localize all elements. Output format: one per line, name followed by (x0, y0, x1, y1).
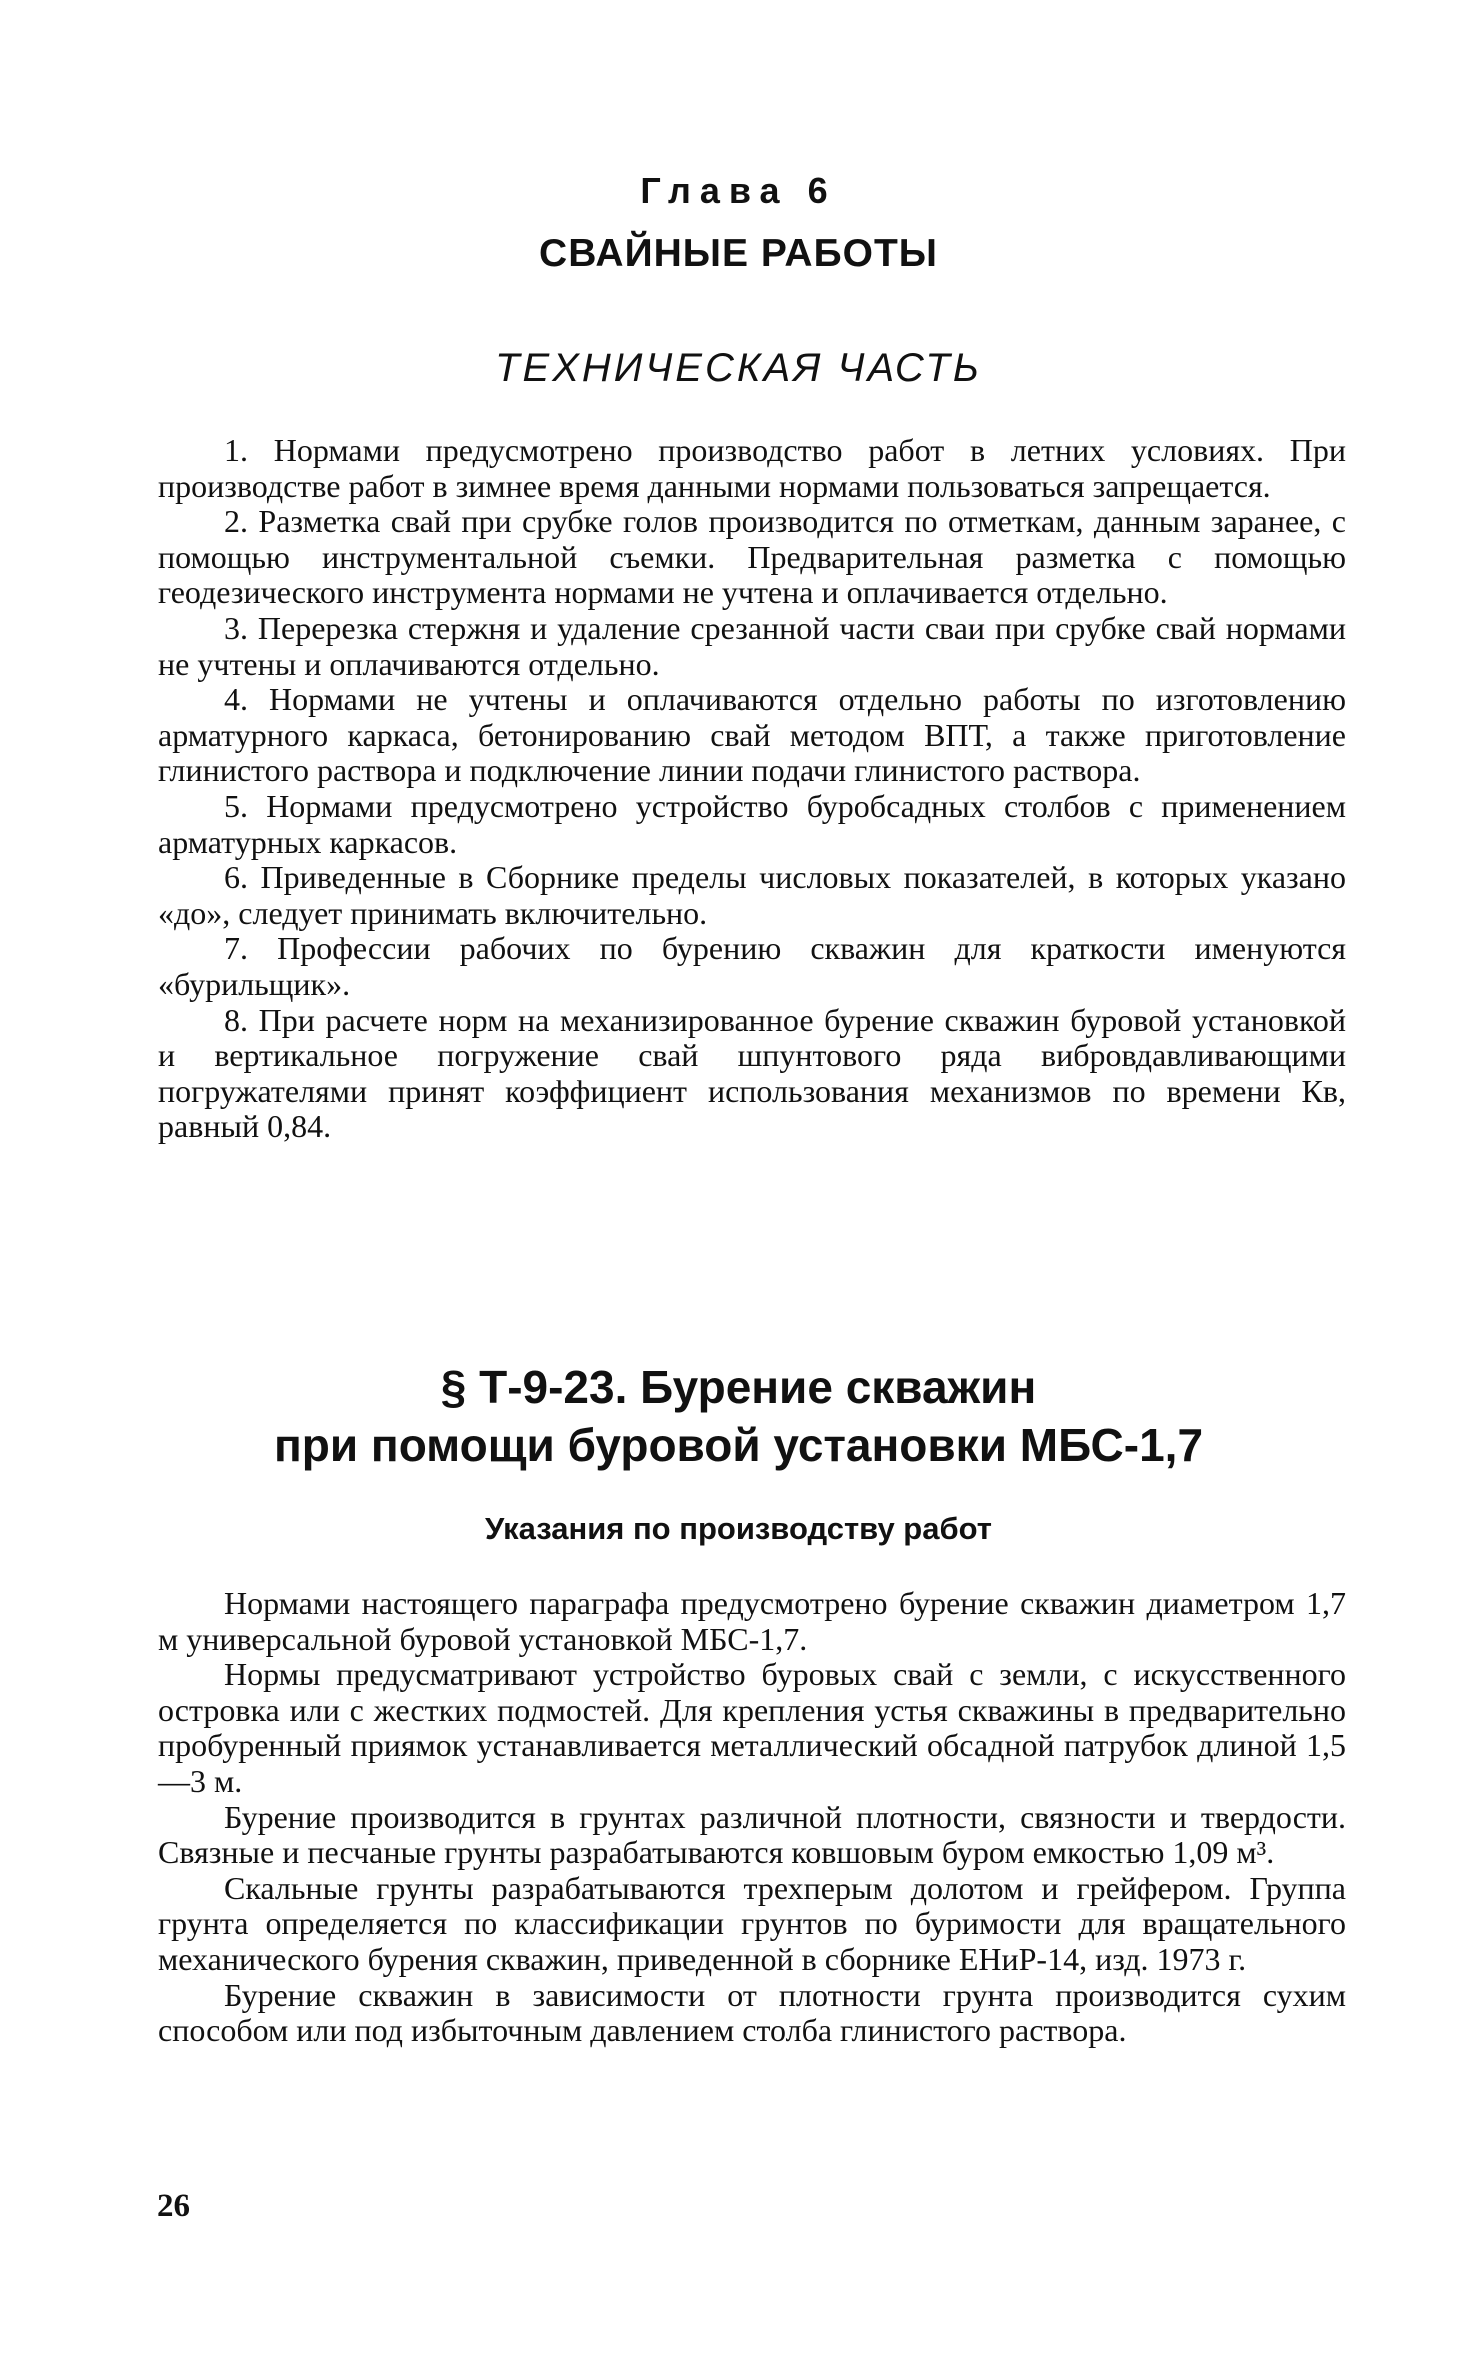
technical-item: 7. Профессии рабочих по бурению скважин для краткости именуются «бурильщик». (158, 930, 1346, 1002)
technical-item: 2. Разметка свай при срубке голов производится по отметкам, данным заранее, с помощью инструментальной съемки. Предварительная разметка с помощью геодезического инструмента нормами не учтена и оплачивается отдельно. (158, 503, 1346, 611)
technical-part-list (158, 433, 1346, 1145)
body-paragraph: Нормами настоящего параграфа предусмотрено бурение скважин диаметром 1,7 м универсальной буровой установкой МБС-1,7. (158, 1585, 1346, 1657)
section-body (158, 1586, 1346, 2049)
technical-item: 3. Перерезка стержня и удаление срезанной части сваи при срубке свай нормами не учтены и оплачиваются отдельно. (158, 609, 1346, 682)
section-heading-line: при помощи буровой установки МБС-1,7 (273, 1419, 1204, 1471)
technical-item: 6. Приведенные в Сборнике пределы числовых показателей, в которых указано «до», следует принимать включительно. (158, 859, 1346, 931)
chapter-label: Глава 6 (640, 170, 837, 211)
body-paragraph: Бурение скважин в зависимости от плотности грунта производится сухим способом или под избыточным давлением столба глинистого раствора. (158, 1976, 1346, 2049)
page-number: 26 (157, 2188, 190, 2224)
section-heading (0, 1358, 1477, 1474)
technical-item: 1. Нормами предусмотрено производство работ в летних условиях. При производстве работ в зимнее время данными нормами пользоваться запрещается. (158, 432, 1346, 504)
body-paragraph: Бурение производится в грунтах различной плотности, связности и твердости. Связные и песчаные грунты разрабатываются ковшовым буром емкостью 1,09 м³. (158, 1798, 1346, 1871)
technical-part-heading: ТЕХНИЧЕСКАЯ ЧАСТЬ (495, 346, 982, 390)
technical-item: 8. При расчете норм на механизированное бурение скважин буровой установкой и вертикальное погружение свай шпунтового ряда вибровдавливающими погружателями принят коэффициент использования механизмов по времени Кв, равный 0,84. (158, 1001, 1346, 1145)
body-paragraph: Нормы предусматривают устройство буровых свай с земли, с искусственного островка или с жестких подмостей. Для крепления устья скважины в предварительно пробуренный приямок устанавливается металлический обсадной патрубок длиной 1,5—3 м. (158, 1656, 1346, 1799)
section-heading-line: § Т-9-23. Бурение скважин (440, 1361, 1037, 1413)
technical-item: 5. Нормами предусмотрено устройство буробсадных столбов с применением арматурных каркасов. (158, 787, 1346, 860)
technical-item: 4. Нормами не учтены и оплачиваются отдельно работы по изготовлению арматурного каркаса, бетонированию свай методом ВПТ, а также приготовление глинистого раствора и подключение линии подачи глинистого раствора. (158, 681, 1346, 789)
chapter-title: СВАЙНЫЕ РАБОТЫ (539, 232, 938, 275)
section-subheading: Указания по производству работ (485, 1511, 992, 1546)
body-paragraph: Скальные грунты разрабатываются трехперым долотом и грейфером. Группа грунта определяется по классификации грунтов по буримости для вращательного механического бурения скважин, приведенной в сборнике ЕНиР-14, изд. 1973 г. (158, 1869, 1346, 1977)
